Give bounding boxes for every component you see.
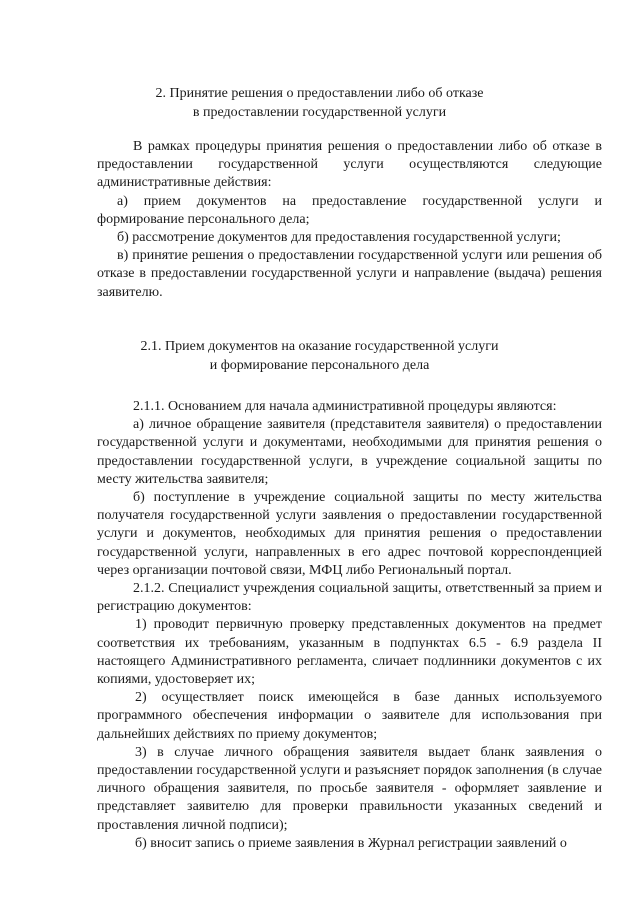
paragraph-2-1-2-item-1: 1) проводит первичную проверку представленных документов на предмет соответствия их требованиям, указанным в подпунктах 6.5 - 6.9 раздела II настоящего Административного регламента, сличает подлинники документов с их копиями, удостоверяет их;: [97, 617, 602, 688]
section-2-1-body: [97, 398, 602, 853]
section-2-1-title-line1: 2.1. Прием документов на оказание государственной услуги: [140, 339, 499, 354]
section-2-1-heading: [0, 337, 639, 375]
paragraph-2-1-2-item-6: б) вносит запись о приеме заявления в Журнал регистрации заявлений о: [135, 835, 567, 851]
paragraph-2-1-2-item-2: 2) осуществляет поиск имеющейся в базе данных используемого программного обеспечения информации о заявителе для использования при дальнейших действиях по приему документов;: [97, 690, 602, 742]
paragraph-2-1-1-b: б) поступление в учреждение социальной защиты по месту жительства получателя государственной услуги заявления о предоставлении государственной услуги и документов, необходимых для принятия решения о предоставлении государственной услуги, направленных в его адрес почтовой корреспонденцией через организации почтовой связи, МФЦ либо Региональный портал.: [97, 490, 602, 578]
section-2-title-line1: 2. Принятие решения о предоставлении либо об отказе: [155, 86, 484, 101]
section-2-heading: [0, 84, 639, 122]
section-2-body: [97, 138, 602, 302]
paragraph-2-1-1-a: а) личное обращение заявителя (представителя заявителя) о предоставлении государственной услуги и документами, необходимыми для принятия решения о предоставлении государственной услуги, в учреждение социальной защиты по месту жительства заявителя;: [97, 417, 602, 487]
section-2-item-a: а) прием документов на предоставление государственной услуги и формирование персонального дела;: [97, 193, 602, 227]
section-2-item-c: в) принятие решения о предоставлении государственной услуги или решения об отказе в предоставлении государственной услуги и направление (выдача) решения заявителю.: [97, 248, 602, 300]
section-2-title-line2: в предоставлении государственной услуги: [192, 105, 447, 120]
section-2-item-b: б) рассмотрение документов для предоставления государственной услуги;: [117, 230, 561, 246]
section-2-1-title-line2: и формирование персонального дела: [209, 358, 430, 373]
section-2-intro: В рамках процедуры принятия решения о предоставлении либо об отказе в предоставлении государственной услуги осуществляются следующие административные действия:: [97, 139, 602, 191]
paragraph-2-1-2-item-3: 3) в случае личного обращения заявителя выдает бланк заявления о предоставлении государственной услуги и разъясняет порядок заполнения (в случае личного обращения заявителя, по просьбе заявителя - оформляет заявление и представляет заявителю для проверки правильности указанных сведений и проставления личной подписи);: [97, 744, 602, 833]
paragraph-2-1-1-intro: 2.1.1. Основанием для начала административной процедуры являются:: [133, 399, 557, 414]
paragraph-2-1-2-intro: 2.1.2. Специалист учреждения социальной защиты, ответственный за прием и регистрацию документов:: [97, 581, 602, 615]
